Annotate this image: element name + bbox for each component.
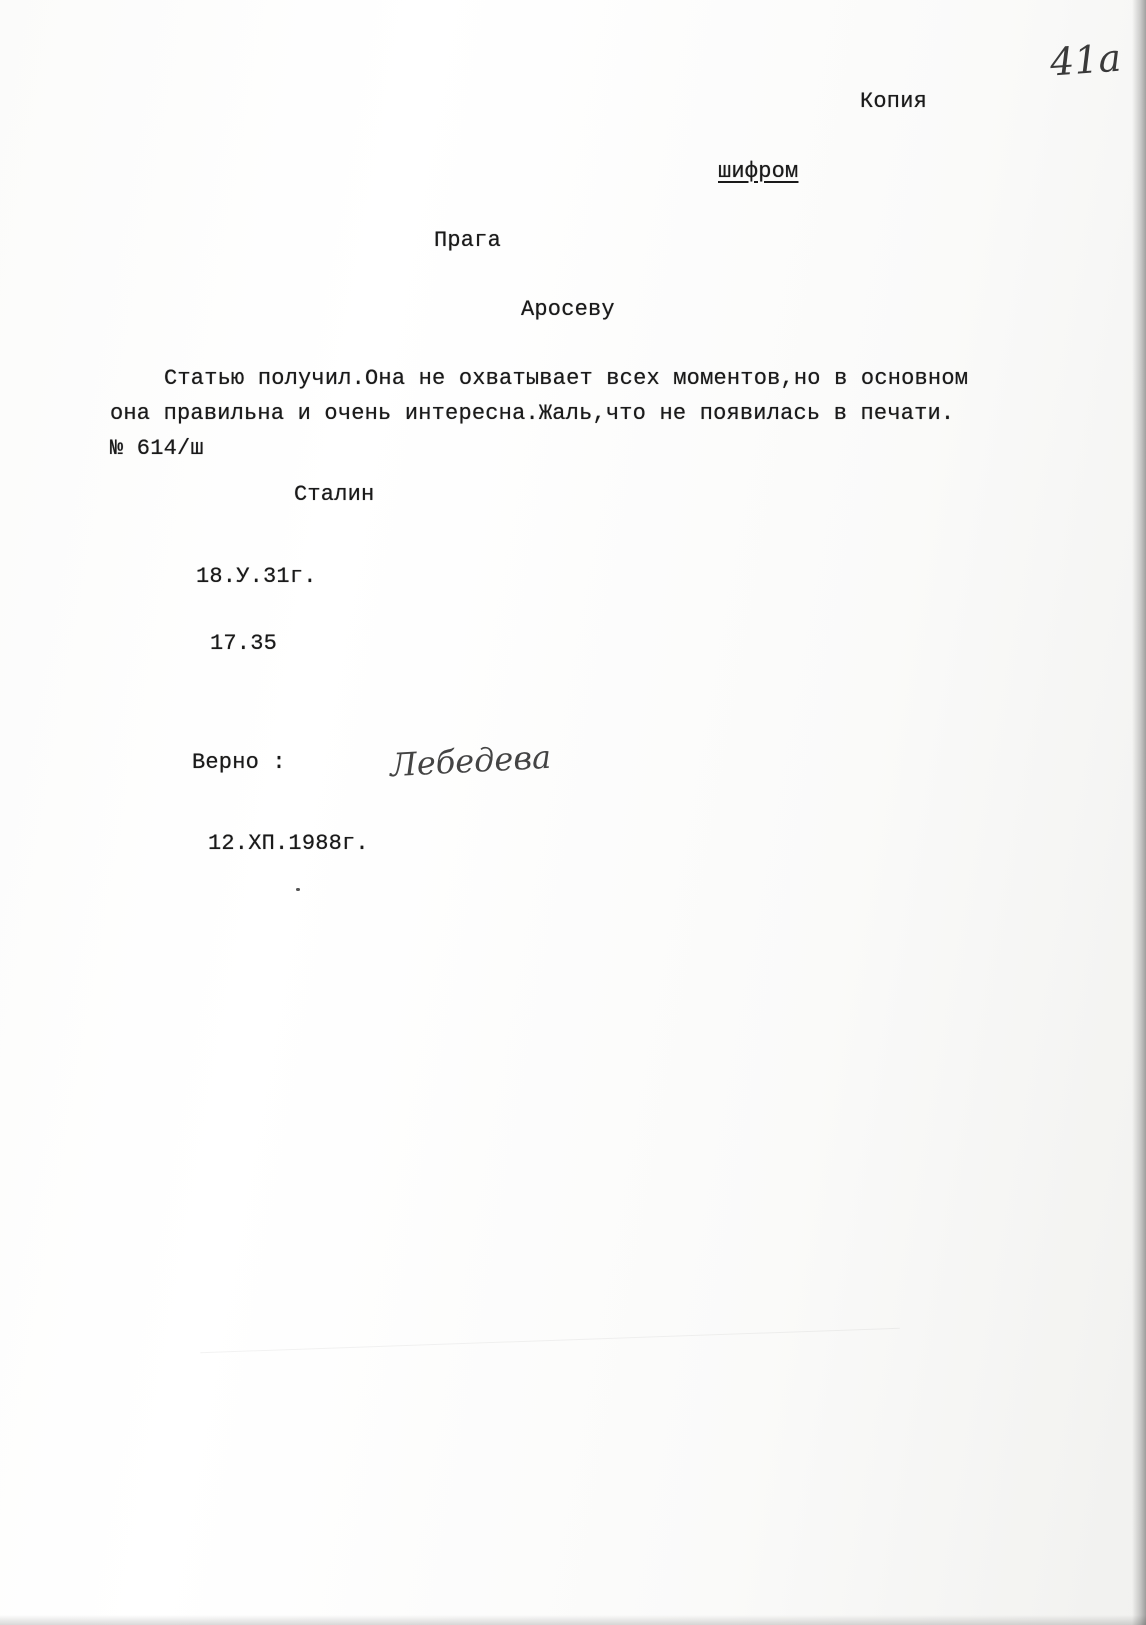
ink-speck <box>296 888 300 891</box>
cipher-label: шифром <box>718 159 799 184</box>
message-line-1: Статью получил.Она не охватывает всех моментов,но в основном <box>164 366 969 391</box>
page-bottom-shadow <box>0 1615 1146 1625</box>
page-edge-shadow <box>1132 0 1146 1625</box>
city: Прага <box>434 228 502 253</box>
paper-crease <box>200 1328 900 1353</box>
certification-date: 12.ХП.1988г. <box>208 831 369 856</box>
certification-label: Верно : <box>192 750 286 775</box>
recipient: Аросеву <box>521 297 615 322</box>
sender-signature: Сталин <box>294 482 375 507</box>
message-date: 18.У.31г. <box>196 564 317 589</box>
message-line-2: она правильна и очень интересна.Жаль,что не появилась в печати. <box>110 401 955 426</box>
certifier-signature: Лебедева <box>389 737 552 785</box>
copy-label: Копия <box>860 89 928 114</box>
message-number: № 614/ш <box>110 436 204 461</box>
message-time: 17.35 <box>210 631 278 656</box>
page-number: 41a <box>1048 35 1123 85</box>
